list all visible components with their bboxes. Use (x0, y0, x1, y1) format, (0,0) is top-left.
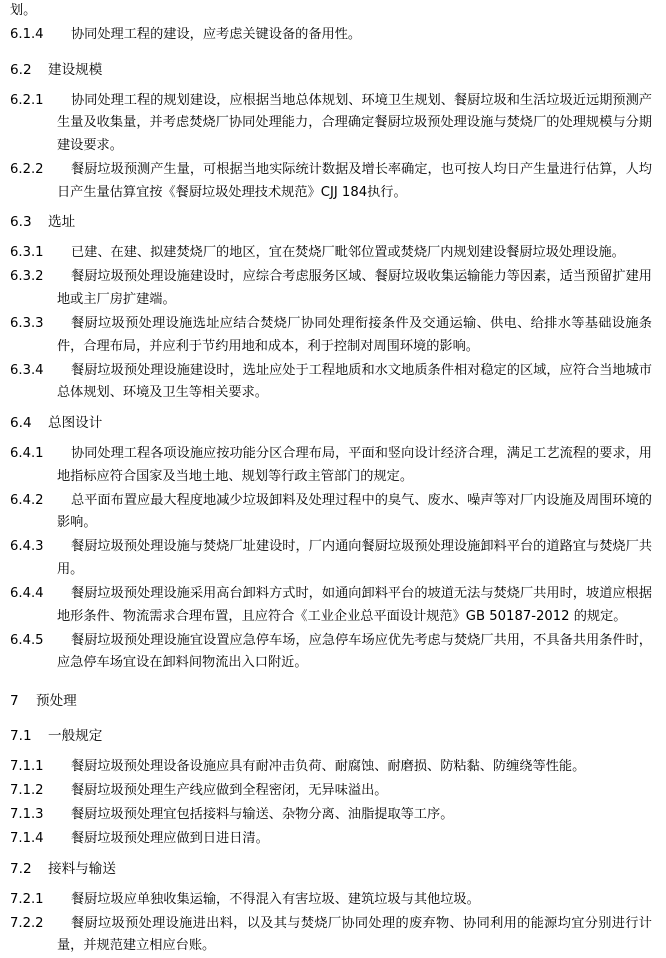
clause-number: 6.3.2 (10, 269, 44, 285)
vertical-spacer (10, 405, 652, 412)
heading-text: 预处理 (36, 693, 77, 710)
heading-text: 接料与输送 (48, 860, 116, 877)
clause-number: 7.2.1 (10, 891, 44, 907)
clause-number: 7.1.4 (10, 831, 44, 846)
section-heading (10, 858, 652, 881)
clause-number: 7.1.1 (10, 758, 44, 774)
heading-number: 6.2 (10, 61, 32, 78)
clause-number: 6.4.1 (10, 446, 44, 462)
vertical-spacer (10, 675, 652, 690)
chapter-heading (10, 690, 652, 713)
clause-number: 6.4.2 (10, 492, 44, 508)
section-heading (10, 725, 652, 748)
vertical-spacer (10, 81, 652, 88)
clause-text: 餐厨垃圾应单独收集运输，不得混入有害垃圾、建筑垃圾与其他垃圾。 (71, 891, 480, 907)
clause-number: 7.2.2 (10, 915, 44, 931)
clause-text: 餐厨垃圾预处理设备设施应具有耐冲击负荷、耐腐蚀、耐磨损、防粘黏、防缠绕等性能。 (71, 758, 586, 774)
clause-text: 餐厨垃圾预处理设施采用高台卸料方式时，如通向卸料平台的坡道无法与焚烧厂共用时，坡道应根据地形条件、物流需求合理布置，且应符合《工业企业总平面设计规范》GB 50187-2012 的规定。 (57, 586, 652, 624)
clause (10, 90, 652, 158)
clause (10, 360, 652, 405)
vertical-spacer (10, 234, 652, 241)
clause (10, 828, 652, 851)
clause-text: 餐厨垃圾预处理设施建设时，选址应处于工程地质和水文地质条件相对稳定的区域，应符合当地城市总体规划、环境及卫生等相关要求。 (57, 362, 652, 401)
clause-number: 6.2.1 (10, 92, 44, 108)
heading-number: 7.1 (10, 727, 32, 744)
vertical-spacer (10, 880, 652, 887)
section-heading (10, 211, 652, 234)
vertical-spacer (10, 204, 652, 211)
clause-text: 协同处理工程的规划建设，应根据当地总体规划、环境卫生规划、餐厨垃圾和生活垃圾近远期预测产生量及收集量，并考虑焚烧厂协同处理能力，合理确定餐厨垃圾预处理设施与焚烧厂的处理规模与分期建设要求。 (57, 92, 652, 153)
clause-number: 6.4.5 (10, 632, 44, 648)
clause-text: 餐厨垃圾预处理设施与焚烧厂址建设时，厂内通向餐厨垃圾预处理设施卸料平台的道路宜与焚烧厂共用。 (57, 539, 652, 578)
clause-text: 餐厨垃圾预处理设施选址应结合焚烧厂协同处理衔接条件及交通运输、供电、给排水等基础设施条件，合理布局，并应利于节约用地和成本，利于控制对周围环境的影响。 (57, 316, 652, 354)
clause (10, 443, 652, 488)
clause-text: 餐厨垃圾预测产生量，可根据当地实际统计数据及增长率确定，也可按人均日产生量进行估算，人均日产生量估算宜按《餐厨垃圾处理技术规范》CJJ 184执行。 (57, 162, 652, 200)
clause-text: 总平面布置应最大程度地减少垃圾卸料及处理过程中的臭气、废水、噪声等对厂内设施及周围环境的影响。 (57, 492, 652, 531)
clause-text: 已建、在建、拟建焚烧厂的地区，宜在焚烧厂毗邻位置或焚烧厂内规划建设餐厨垃圾处理设施。 (71, 245, 625, 261)
clause-text: 餐厨垃圾预处理宜包括接料与输送、杂物分离、油脂提取等工序。 (71, 806, 454, 822)
heading-number: 7 (10, 693, 19, 710)
clause (10, 780, 652, 803)
document-body (10, 24, 652, 958)
clause-number: 6.3.4 (10, 362, 44, 378)
clause-number: 7.1.3 (10, 806, 44, 822)
clause-text: 餐厨垃圾预处理生产线应做到全程密闭，无异味溢出。 (71, 782, 388, 798)
vertical-spacer (10, 747, 652, 754)
clause (10, 756, 652, 779)
vertical-spacer (10, 713, 652, 725)
section-heading (10, 59, 652, 82)
section-heading (10, 412, 652, 435)
clause-number: 6.1.4 (10, 27, 44, 43)
vertical-spacer (10, 851, 652, 858)
heading-text: 选址 (48, 214, 76, 231)
heading-number: 7.2 (10, 860, 32, 877)
clause-text: 餐厨垃圾预处理设施宜设置应急停车场，应急停车场应优先考虑与焚烧厂共用，不具备共用条件时，应急停车场宜设在卸料间物流出入口附近。 (57, 632, 652, 671)
clause-number: 6.4.4 (10, 586, 44, 602)
clause (10, 490, 652, 535)
clause (10, 24, 652, 47)
heading-text: 建设规模 (48, 61, 103, 78)
heading-number: 6.4 (10, 415, 32, 431)
clause (10, 889, 652, 912)
clause-text: 协同处理工程的建设，应考虑关键设备的备用性。 (71, 27, 362, 43)
clause-text: 餐厨垃圾预处理应做到日进日清。 (71, 831, 269, 846)
clause-text: 协同处理工程各项设施应按功能分区合理布局，平面和竖向设计经济合理，满足工艺流程的要求，用地指标应符合国家及当地土地、规划等行政主管部门的规定。 (57, 446, 652, 484)
clause-number: 6.3.3 (10, 316, 44, 332)
clause (10, 913, 652, 958)
clause-number: 6.4.3 (10, 539, 44, 555)
clause (10, 630, 652, 675)
clause (10, 583, 652, 628)
clause-text: 餐厨垃圾预处理设施建设时，应综合考虑服务区域、餐厨垃圾收集运输能力等因素，适当预留扩建用地或主厂房扩建端。 (57, 269, 652, 308)
clause-number: 6.3.1 (10, 245, 44, 261)
clause (10, 242, 652, 265)
continued-text-fragment: 划。 (10, 3, 37, 18)
clause (10, 313, 652, 358)
clause (10, 804, 652, 827)
clause-number: 6.2.2 (10, 162, 44, 178)
vertical-spacer (10, 47, 652, 59)
heading-text: 总图设计 (48, 415, 103, 431)
clause-number: 7.1.2 (10, 782, 44, 798)
vertical-spacer (10, 435, 652, 442)
heading-number: 6.3 (10, 214, 32, 231)
clause (10, 536, 652, 581)
clause (10, 159, 652, 204)
clause-text: 餐厨垃圾预处理设施进出料，以及其与焚烧厂协同处理的废弃物、协同利用的能源均宜分别进行计量，并规范建立相应台账。 (57, 915, 652, 954)
heading-text: 一般规定 (48, 727, 103, 744)
clause (10, 266, 652, 311)
